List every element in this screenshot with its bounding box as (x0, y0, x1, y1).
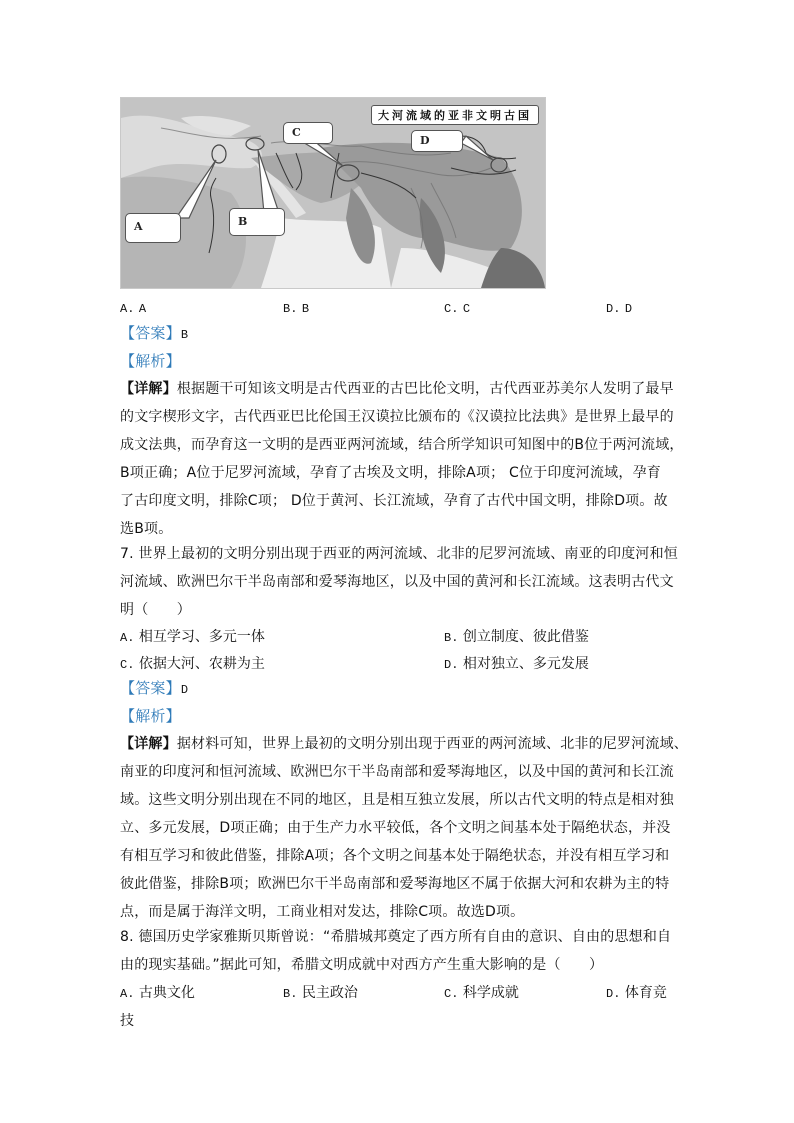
option-text: B (301, 302, 310, 316)
option-text: 古典文化 (138, 985, 195, 1001)
option-key: B. (283, 987, 298, 1001)
q6-option-d[interactable] (606, 300, 632, 316)
q7-stem-line-1: 7. 世界上最初的文明分别出现于西亚的两河流域、北非的尼罗河流域、南亚的印度河和恒 (120, 546, 679, 562)
q6-answer (120, 319, 188, 349)
q6-option-a[interactable] (120, 300, 146, 316)
option-key: A. (120, 987, 135, 1001)
q7-analysis-heading (120, 702, 181, 731)
detail-text: 据材料可知，世界上最初的文明分别出现于西亚的两河流域、北非的尼罗河流域、 (176, 736, 689, 752)
civilization-map-figure (120, 97, 546, 289)
option-text: C (462, 302, 471, 316)
q8-stem-line-2: 由的现实基础。”据此可知，希腊文明成就中对西方产生重大影响的是（ ） (120, 957, 604, 973)
q8-option-d[interactable] (606, 982, 667, 1002)
q8-option-d-wrap: 技 (120, 1013, 134, 1029)
option-text: A (138, 302, 147, 316)
answer-tag: 【答案】 (120, 679, 181, 697)
analysis-tag: 【解析】 (120, 352, 181, 370)
option-text: 体育竞 (624, 985, 667, 1001)
q7-option-d[interactable] (444, 653, 589, 673)
q6-option-c[interactable] (444, 300, 470, 316)
q7-detail-line-2: 南亚的印度河和恒河流域、欧洲巴尔干半岛南部和爱琴海地区，以及中国的黄河和长江流 (120, 764, 674, 780)
q7-detail-line-7: 点，而是属于海洋文明，工商业相对发达，排除C项。故选D项。 (120, 904, 525, 920)
q6-detail-line-5: 了古印度文明，排除C项； D位于黄河、长江流域，孕育了古代中国文明，排除D项。故 (120, 493, 668, 509)
q6-option-b[interactable] (283, 300, 309, 316)
option-key: B. (283, 302, 298, 316)
option-text: 相对独立、多元发展 (462, 656, 589, 672)
map-title: 大河流域的亚非文明古国 (371, 105, 539, 125)
option-key: C. (444, 987, 459, 1001)
map-callout-c: C (283, 122, 333, 144)
q6-analysis-heading (120, 347, 181, 376)
q6-detail-line-6: 选B项。 (120, 521, 173, 537)
q8-option-a[interactable] (120, 982, 195, 1002)
q7-stem-line-2: 河流域、欧洲巴尔干半岛南部和爱琴海地区，以及中国的黄河和长江流域。这表明古代文 (120, 574, 674, 590)
option-key: D. (606, 987, 621, 1001)
detail-tag: 【详解】 (120, 736, 177, 752)
q7-detail-line-6: 彼此借鉴，排除B项；欧洲巴尔干半岛南部和爱琴海地区不属于依据大河和农耕为主的特 (120, 876, 670, 892)
option-key: B. (444, 631, 459, 645)
option-key: D. (444, 658, 459, 672)
option-text: 科学成就 (462, 985, 519, 1001)
option-key: D. (606, 302, 621, 316)
option-text: 创立制度、彼此借鉴 (462, 629, 589, 645)
option-key: A. (120, 302, 135, 316)
q6-detail-line-1 (120, 375, 674, 403)
option-text: 依据大河、农耕为主 (138, 656, 265, 672)
answer-tag: 【答案】 (120, 324, 181, 342)
q7-detail-line-3: 域。这些文明分别出现在不同的地区，且是相互独立发展，所以古代文明的特点是相对独 (120, 792, 674, 808)
q7-detail-line-1 (120, 730, 688, 758)
option-text: 相互学习、多元一体 (138, 629, 265, 645)
q7-detail-line-4: 立、多元发展，D项正确；由于生产力水平较低，各个文明之间基本处于隔绝状态，并没 (120, 820, 671, 836)
option-text: D (624, 302, 633, 316)
q7-answer (120, 674, 188, 704)
answer-value: B (180, 328, 189, 342)
option-key: A. (120, 631, 135, 645)
q8-option-b[interactable] (283, 982, 358, 1002)
detail-tag: 【详解】 (120, 381, 177, 397)
q8-stem-line-1: 8. 德国历史学家雅斯贝斯曾说：“希腊城邦奠定了西方所有自由的意识、自由的思想和自 (120, 929, 672, 945)
q6-detail-line-2: 的文字楔形文字，古代西亚巴比伦国王汉谟拉比颁布的《汉谟拉比法典》是世界上最早的 (120, 409, 674, 425)
q7-option-b[interactable] (444, 626, 589, 646)
q6-detail-line-4: B项正确；A位于尼罗河流域，孕育了古埃及文明，排除A项； C位于印度河流域，孕育 (120, 465, 661, 481)
map-terrain-graphic (121, 98, 545, 288)
q7-stem-line-3: 明（ ） (120, 602, 191, 618)
option-key: C. (120, 658, 135, 672)
map-callout-b: B (229, 208, 285, 236)
q7-detail-line-5: 有相互学习和彼此借鉴，排除A项；各个文明之间基本处于隔绝状态，并没有相互学习和 (120, 848, 670, 864)
q6-detail-line-3: 成文法典，而孕育这一文明的是西亚两河流域，结合所学知识可知图中的B位于两河流域， (120, 437, 684, 453)
answer-value: D (180, 683, 189, 697)
q8-option-c[interactable] (444, 982, 519, 1002)
q7-option-a[interactable] (120, 626, 265, 646)
map-callout-a: A (125, 213, 181, 243)
detail-text: 根据题干可知该文明是古代西亚的古巴比伦文明，古代西亚苏美尔人发明了最早 (176, 381, 674, 397)
map-callout-d: D (411, 130, 463, 152)
option-key: C. (444, 302, 459, 316)
analysis-tag: 【解析】 (120, 707, 181, 725)
q7-option-c[interactable] (120, 653, 265, 673)
option-text: 民主政治 (301, 985, 358, 1001)
